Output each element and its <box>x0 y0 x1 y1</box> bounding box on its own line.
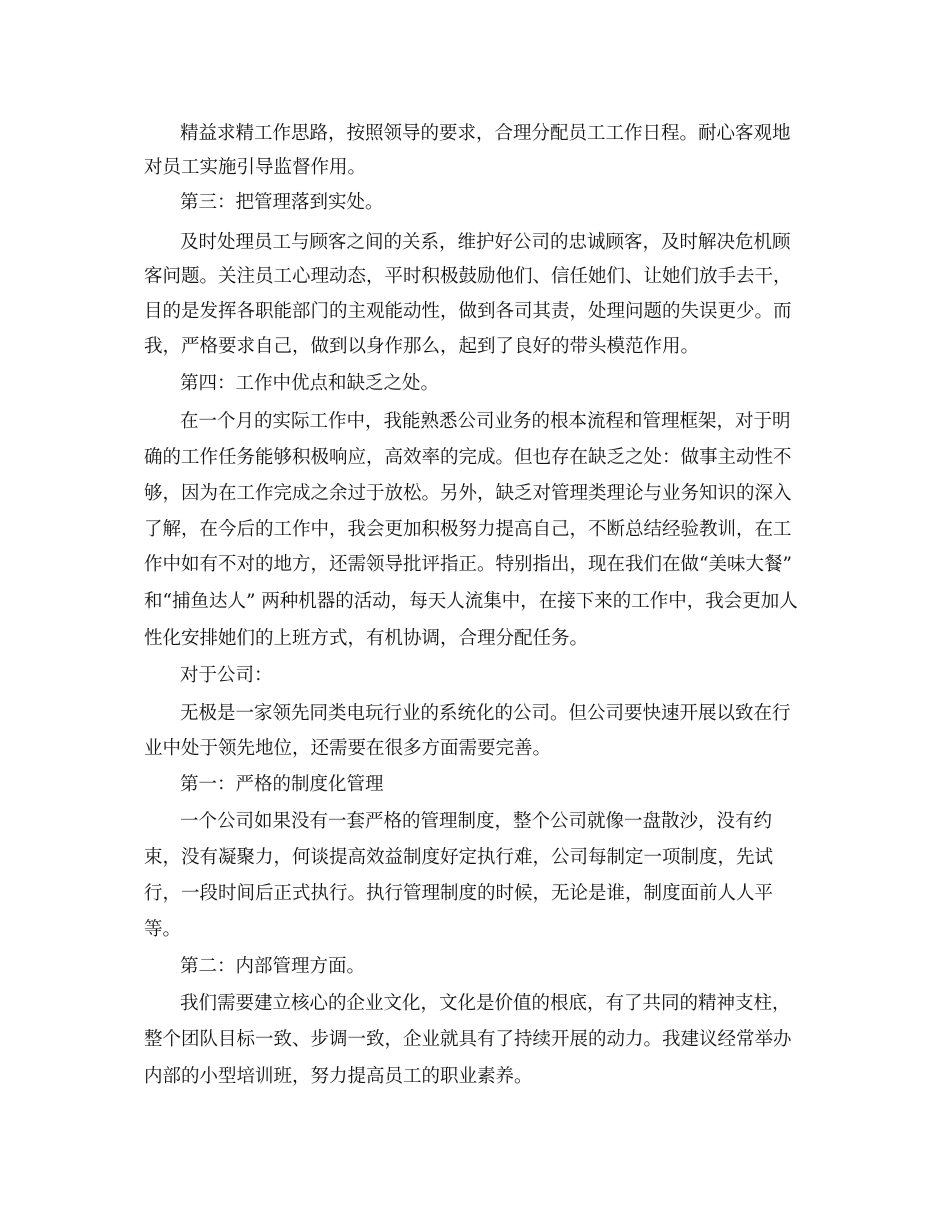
text-line: 无极是一家领先同类电玩行业的系统化的公司。但公司要快速开展以致在行 <box>180 703 791 724</box>
text-line: 确的工作任务能够积极响应，高效率的完成。但也存在缺乏之处：做事主动性不 <box>144 447 792 468</box>
text-line: 整个团队目标一致、步调一致，企业就具有了持续开展的动力。我建议经常举办 <box>144 1029 792 1050</box>
text-line: 行，一段时间后正式执行。执行管理制度的时候，无论是谁，制度面前人人平 <box>144 883 774 904</box>
text-line: 性化安排她们的上班方式，有机协调，合理分配任务。 <box>144 628 589 649</box>
text-line: 了解，在今后的工作中，我会更加积极努力提高自己，不断总结经验教训，在工 <box>144 519 792 540</box>
text-line: 束，没有凝聚力，何谈提高效益制度好定执行难，公司每制定一项制度，先试 <box>144 847 774 868</box>
section-heading: 第一：严格的制度化管理 <box>180 774 384 795</box>
text-line: 作中如有不对的地方，还需领导批评指正。特别指出，现在我们在做“美味大餐” <box>144 554 792 575</box>
text-line: 目的是发挥各职能部门的主观能动性，做到各司其责，处理问题的失误更少。而 <box>144 301 792 322</box>
section-heading: 第四：工作中优点和缺乏之处。 <box>180 373 440 394</box>
text-line: 一个公司如果没有一套严格的管理制度，整个公司就像一盘散沙，没有约 <box>180 811 773 832</box>
text-line: 我，严格要求自己，做到以身作那么，起到了良好的带头模范作用。 <box>144 336 700 357</box>
section-heading: 第二：内部管理方面。 <box>180 956 366 977</box>
text-line: 业中处于领先地位，还需要在很多方面需要完善。 <box>144 738 552 759</box>
text-line: 够，因为在工作完成之余过于放松。另外，缺乏对管理类理论与业务知识的深入 <box>144 483 792 504</box>
text-line: 和“捕鱼达人” 两种机器的活动，每天人流集中，在接下来的工作中，我会更加人 <box>144 591 798 612</box>
text-line: 在一个月的实际工作中，我能熟悉公司业务的根本流程和管理框架，对于明 <box>180 411 791 432</box>
section-heading: 第三：把管理落到实处。 <box>180 192 384 213</box>
section-heading: 对于公司： <box>180 665 273 686</box>
text-line: 对员工实施引导监督作用。 <box>144 157 367 178</box>
text-line: 我们需要建立核心的企业文化，文化是价值的根底，有了共同的精神支柱， <box>180 993 791 1014</box>
text-line: 内部的小型培训班，努力提高员工的职业素养。 <box>144 1066 533 1087</box>
text-line: 及时处理员工与顾客之间的关系，维护好公司的忠诚顾客，及时解决危机顾 <box>180 232 791 253</box>
text-line: 精益求精工作思路，按照领导的要求，合理分配员工工作日程。耐心客观地 <box>180 123 791 144</box>
text-line: 客问题。关注员工心理动态，平时积极鼓励他们、信任她们、让她们放手去干， <box>144 266 792 287</box>
text-line: 等。 <box>144 919 182 940</box>
